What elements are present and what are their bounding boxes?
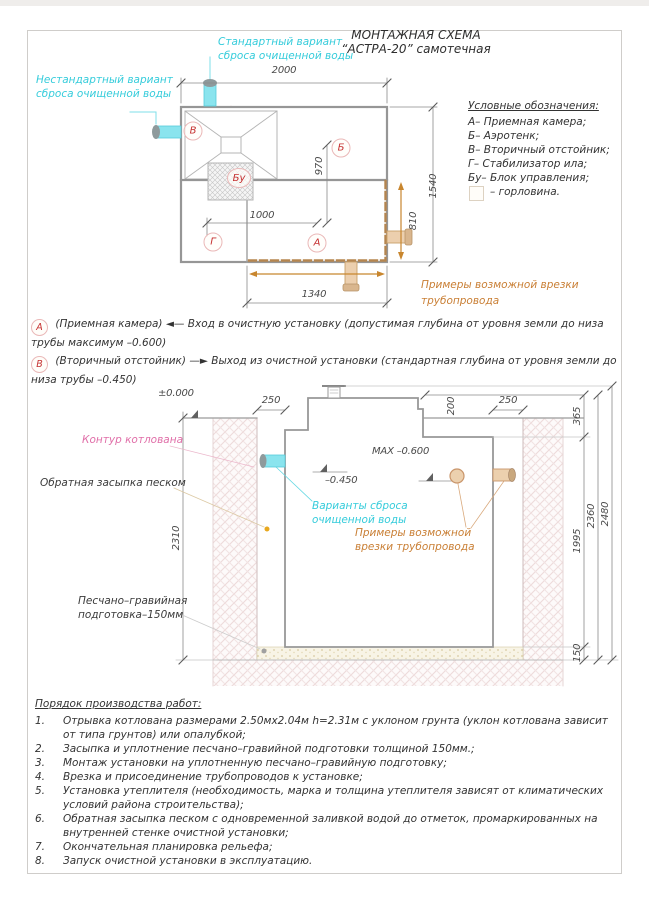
item-text: Установка утеплителя (необходимость, марка и толщина утеплителя зависят от климатических условий района строительства); bbox=[63, 785, 604, 811]
plan-dim-inner-vertical: 970 bbox=[314, 156, 325, 176]
marker-aerotank: Б bbox=[332, 139, 351, 158]
work-order-item bbox=[35, 840, 621, 854]
work-order-item bbox=[35, 742, 621, 756]
io-notes bbox=[31, 317, 617, 391]
note-outlet-marker: В bbox=[31, 356, 48, 373]
legend-item-neck bbox=[468, 185, 610, 201]
inlet-arrow-icon: ◄— bbox=[165, 318, 185, 330]
item-number: 3. bbox=[35, 757, 46, 769]
work-order-item bbox=[35, 854, 621, 868]
work-order-title: Порядок производства работ: bbox=[35, 698, 202, 710]
note-outlet bbox=[31, 354, 617, 388]
item-number: 6. bbox=[35, 813, 46, 825]
note-inlet-marker: А bbox=[31, 319, 48, 336]
section-level-max600: MAX –0.600 bbox=[372, 446, 430, 457]
section-dim-total-inner: 2360 bbox=[586, 503, 597, 529]
plan-pipe-insert-label-2: трубопровода bbox=[421, 295, 500, 307]
outlet-options-label-2: очищенной воды bbox=[312, 514, 407, 526]
section-level-minus450: –0.450 bbox=[325, 475, 358, 486]
work-order-item bbox=[35, 756, 621, 770]
legend-title: Условные обозначения: bbox=[468, 100, 599, 112]
section-pipe-insert-label-2: врезки трубопровода bbox=[355, 541, 475, 553]
nonstandard-outlet-label-1: Нестандартный вариант bbox=[36, 74, 173, 86]
outlet-arrow-icon: —► bbox=[189, 355, 208, 367]
section-dim-depth-left: 2310 bbox=[171, 525, 182, 551]
standard-outlet-label-2: сброса очищенной воды bbox=[218, 50, 354, 62]
item-number: 7. bbox=[35, 841, 46, 853]
plan-drawing bbox=[130, 57, 437, 308]
legend-item-a: А– Приемная камера; bbox=[468, 116, 587, 128]
marker-receiving-chamber: А bbox=[308, 234, 327, 253]
section-pipe-insert-label-1: Примеры возможной bbox=[355, 527, 472, 539]
legend-neck-label: – горловина. bbox=[490, 186, 560, 198]
standard-outlet-label-1: Стандартный вариант bbox=[218, 36, 343, 48]
item-text: Обратная засыпка песком с одновременной заливкой водой до отметок, промаркированных на внутренней стенке очистной установки; bbox=[63, 813, 598, 839]
note-outlet-name: (Вторичный отстойник) bbox=[55, 355, 186, 367]
marker-secondary-settler: В bbox=[184, 122, 203, 141]
bed-prep-label-2: подготовка–150мм bbox=[78, 609, 184, 621]
outlet-options-label-1: Варианты сброса bbox=[312, 500, 408, 512]
section-dim-right-gap: 250 bbox=[498, 395, 518, 406]
section-dim-body: 1995 bbox=[572, 528, 583, 554]
work-order-item bbox=[35, 812, 621, 840]
item-text: Запуск очистной установки в эксплуатацию. bbox=[63, 855, 313, 867]
plan-pipe-insert-label-1: Примеры возможной врезки bbox=[421, 279, 579, 291]
plan-dim-bottom: 1340 bbox=[301, 289, 327, 300]
item-text: Окончательная планировка рельефа; bbox=[63, 841, 273, 853]
section-dim-neck: 365 bbox=[572, 406, 583, 426]
note-inlet-name: (Приемная камера) bbox=[55, 318, 163, 330]
work-order bbox=[35, 697, 621, 868]
item-number: 5. bbox=[35, 785, 46, 797]
note-inlet bbox=[31, 317, 617, 351]
item-number: 8. bbox=[35, 855, 46, 867]
item-text: Отрывка котлована размерами 2.50мх2.04м h=2.31м с уклоном грунта (уклон котлована зависит от типа грунтов) или опалубкой; bbox=[63, 715, 608, 741]
item-text: Монтаж установки на уплотненную песчано–гравийную подготовку; bbox=[63, 757, 447, 769]
work-order-item bbox=[35, 770, 621, 784]
plan-dim-inner-horizontal: 1000 bbox=[249, 210, 275, 221]
section-dim-ledge: 200 bbox=[446, 396, 457, 416]
plan-dim-width: 2000 bbox=[271, 65, 297, 76]
item-number: 4. bbox=[35, 771, 46, 783]
item-number: 2. bbox=[35, 743, 46, 755]
legend bbox=[468, 99, 610, 201]
item-text: Засыпка и уплотнение песчано–гравийной подготовки толщиной 150мм.; bbox=[63, 743, 475, 755]
marker-sludge-stabilizer: Г bbox=[204, 233, 223, 252]
nonstandard-outlet-label-2: сброса очищенной воды bbox=[36, 88, 172, 100]
note-outlet-text: Выход из очистной установки (стандартная глубина от уровня земли до низа трубы –0.450) bbox=[31, 355, 617, 386]
item-number: 1. bbox=[35, 715, 46, 727]
sand-backfill-label: Обратная засыпка песком bbox=[40, 477, 186, 489]
work-order-item bbox=[35, 784, 621, 812]
note-inlet-text: Вход в очистную установку (допустимая глубина от уровня земли до низа трубы максимум –0.600) bbox=[31, 318, 604, 349]
section-dim-bed: 150 bbox=[572, 643, 583, 663]
section-dim-left-gap: 250 bbox=[261, 395, 281, 406]
legend-item-bu: Бу– Блок управления; bbox=[468, 172, 590, 184]
work-order-item bbox=[35, 714, 621, 742]
legend-item-v: В– Вторичный отстойник; bbox=[468, 144, 610, 156]
section-dim-total: 2480 bbox=[600, 501, 611, 527]
neck-square-icon bbox=[469, 186, 484, 201]
section-level-zero: ±0.000 bbox=[158, 388, 194, 399]
bed-prep-label-1: Песчано–гравийная bbox=[78, 595, 188, 607]
title-line1: МОНТАЖНАЯ СХЕМА bbox=[351, 28, 481, 42]
legend-item-g: Г– Стабилизатор ила; bbox=[468, 158, 588, 170]
plan-dim-height: 1540 bbox=[428, 173, 439, 199]
plan-dim-right-side: 810 bbox=[408, 211, 419, 231]
title-line2: “АСТРА-20” самотечная bbox=[341, 42, 491, 56]
marker-control-unit: Бу bbox=[227, 168, 251, 188]
legend-item-b: Б– Аэротенк; bbox=[468, 130, 540, 142]
item-text: Врезка и присоединение трубопроводов к установке; bbox=[63, 771, 363, 783]
pit-contour-label: Контур котлована bbox=[82, 434, 184, 446]
